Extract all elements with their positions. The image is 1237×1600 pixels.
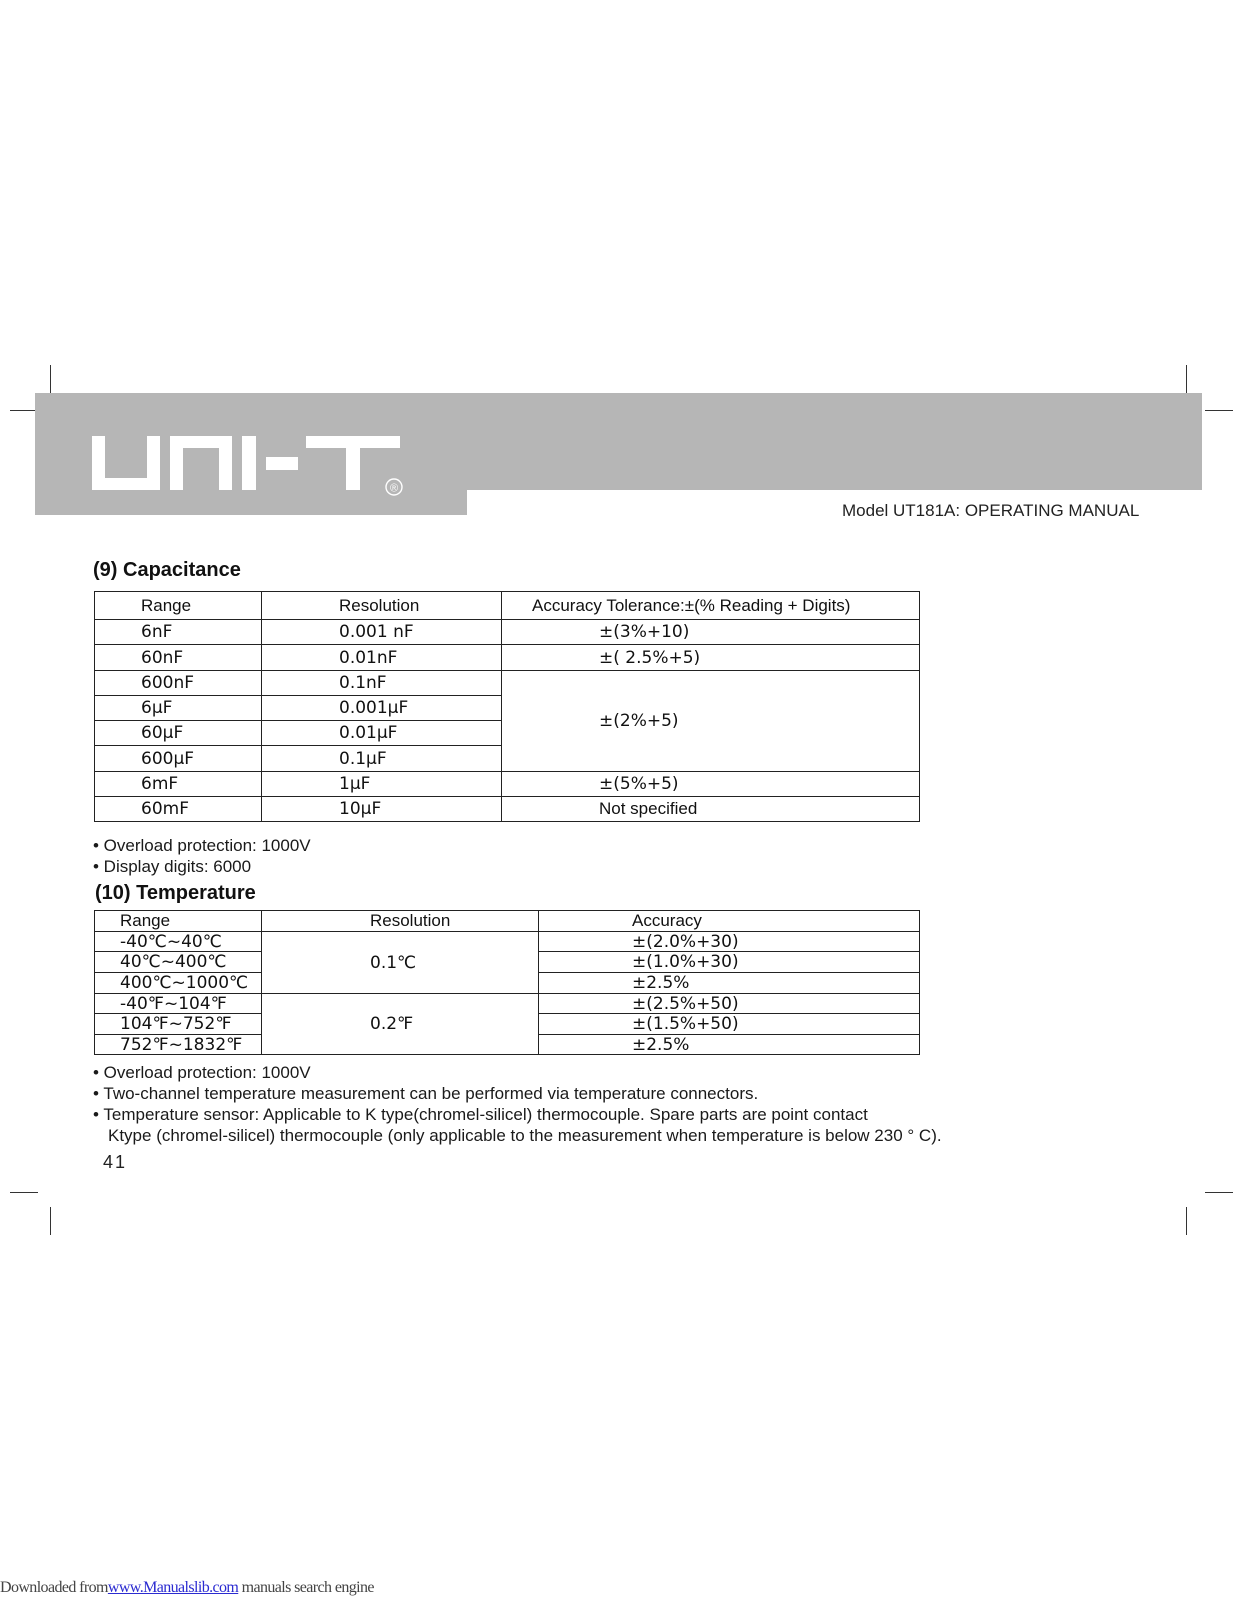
cell-resolution: 10μF (262, 797, 502, 822)
cell-range: 60μF (95, 721, 262, 746)
crop-mark (1205, 410, 1233, 411)
note-overload-protection: • Overload protection: 1000V (93, 836, 311, 855)
cell-accuracy: ±(2.0%+30) (539, 932, 920, 952)
manual-title: Model UT181A: OPERATING MANUAL (842, 501, 1140, 520)
cell-range: 60nF (95, 645, 262, 671)
crop-mark (10, 410, 38, 411)
capacitance-table (94, 591, 920, 822)
cell-accuracy: ±2.5% (539, 973, 920, 994)
crop-mark (1186, 365, 1187, 393)
table-row (95, 797, 920, 822)
column-header-range: Range (95, 911, 262, 932)
crop-mark (10, 1192, 38, 1193)
cell-resolution: 0.001μF (262, 696, 502, 721)
cell-accuracy-merged: ±(2%+5) (502, 671, 920, 772)
cell-accuracy: ±(5%+5) (502, 772, 920, 797)
cell-range: 6μF (95, 696, 262, 721)
footer-suffix: manuals search engine (238, 1579, 374, 1596)
cell-range: 600μF (95, 746, 262, 772)
cell-resolution: 0.01μF (262, 721, 502, 746)
cell-range: -40℃~40℃ (95, 932, 262, 952)
table-header-row (95, 911, 920, 932)
cell-accuracy: ±2.5% (539, 1035, 920, 1055)
cell-range: 6nF (95, 620, 262, 645)
crop-mark (1186, 1207, 1187, 1235)
table-row (95, 620, 920, 645)
table-row (95, 772, 920, 797)
note-display-digits: • Display digits: 6000 (93, 857, 252, 876)
crop-mark (50, 1207, 51, 1235)
page-number: 41 (103, 1152, 128, 1172)
cell-range: 400℃~1000℃ (95, 973, 262, 994)
temperature-table (94, 910, 920, 1055)
cell-range: 600nF (95, 671, 262, 696)
column-header-accuracy: Accuracy (539, 911, 920, 932)
table-row (95, 645, 920, 671)
cell-resolution-fahrenheit: 0.2℉ (262, 994, 539, 1055)
note-overload-protection: • Overload protection: 1000V (93, 1063, 311, 1082)
note-temperature-sensor: • Temperature sensor: Applicable to K type(chromel-silicel) thermocouple. Spare parts are point contact (93, 1105, 868, 1124)
cell-resolution-celsius: 0.1℃ (262, 932, 539, 994)
section-title-capacitance: (9) Capacitance (93, 559, 241, 581)
note-temperature-sensor-cont: Ktype (chromel-silicel) thermocouple (only applicable to the measurement when temperature is below 230 ° C). (108, 1126, 942, 1145)
table-row (95, 994, 920, 1014)
cell-accuracy: ±(1.5%+50) (539, 1014, 920, 1035)
note-two-channel: • Two-channel temperature measurement can be performed via temperature connectors. (93, 1084, 759, 1103)
cell-range: 60mF (95, 797, 262, 822)
cell-range: -40℉~104℉ (95, 994, 262, 1014)
column-header-range: Range (95, 592, 262, 620)
cell-accuracy: ±(1.0%+30) (539, 952, 920, 973)
column-header-accuracy: Accuracy Tolerance:±(% Reading + Digits) (502, 592, 920, 620)
download-footer (0, 1579, 374, 1597)
cell-accuracy: ±(2.5%+50) (539, 994, 920, 1014)
table-row (95, 671, 920, 696)
registered-mark: ® (389, 482, 399, 495)
crop-mark (1205, 1192, 1233, 1193)
cell-range: 752℉~1832℉ (95, 1035, 262, 1055)
cell-range: 6mF (95, 772, 262, 797)
table-header-row (95, 592, 920, 620)
footer-prefix: Downloaded from (0, 1579, 108, 1596)
cell-resolution: 0.1nF (262, 671, 502, 696)
cell-resolution: 0.001 nF (262, 620, 502, 645)
column-header-resolution: Resolution (262, 911, 539, 932)
table-row (95, 932, 920, 952)
column-header-resolution: Resolution (262, 592, 502, 620)
cell-accuracy: ±( 2.5%+5) (502, 645, 920, 671)
cell-accuracy: ±(3%+10) (502, 620, 920, 645)
cell-resolution: 0.01nF (262, 645, 502, 671)
crop-mark (50, 365, 51, 393)
cell-resolution: 1μF (262, 772, 502, 797)
cell-range: 40℃~400℃ (95, 952, 262, 973)
cell-resolution: 0.1μF (262, 746, 502, 772)
cell-accuracy: Not specified (502, 797, 920, 822)
manualslib-link[interactable]: www.Manualslib.com (107, 1579, 239, 1596)
cell-range: 104℉~752℉ (95, 1014, 262, 1035)
brand-logo (92, 424, 412, 502)
section-title-temperature: (10) Temperature (95, 882, 256, 904)
